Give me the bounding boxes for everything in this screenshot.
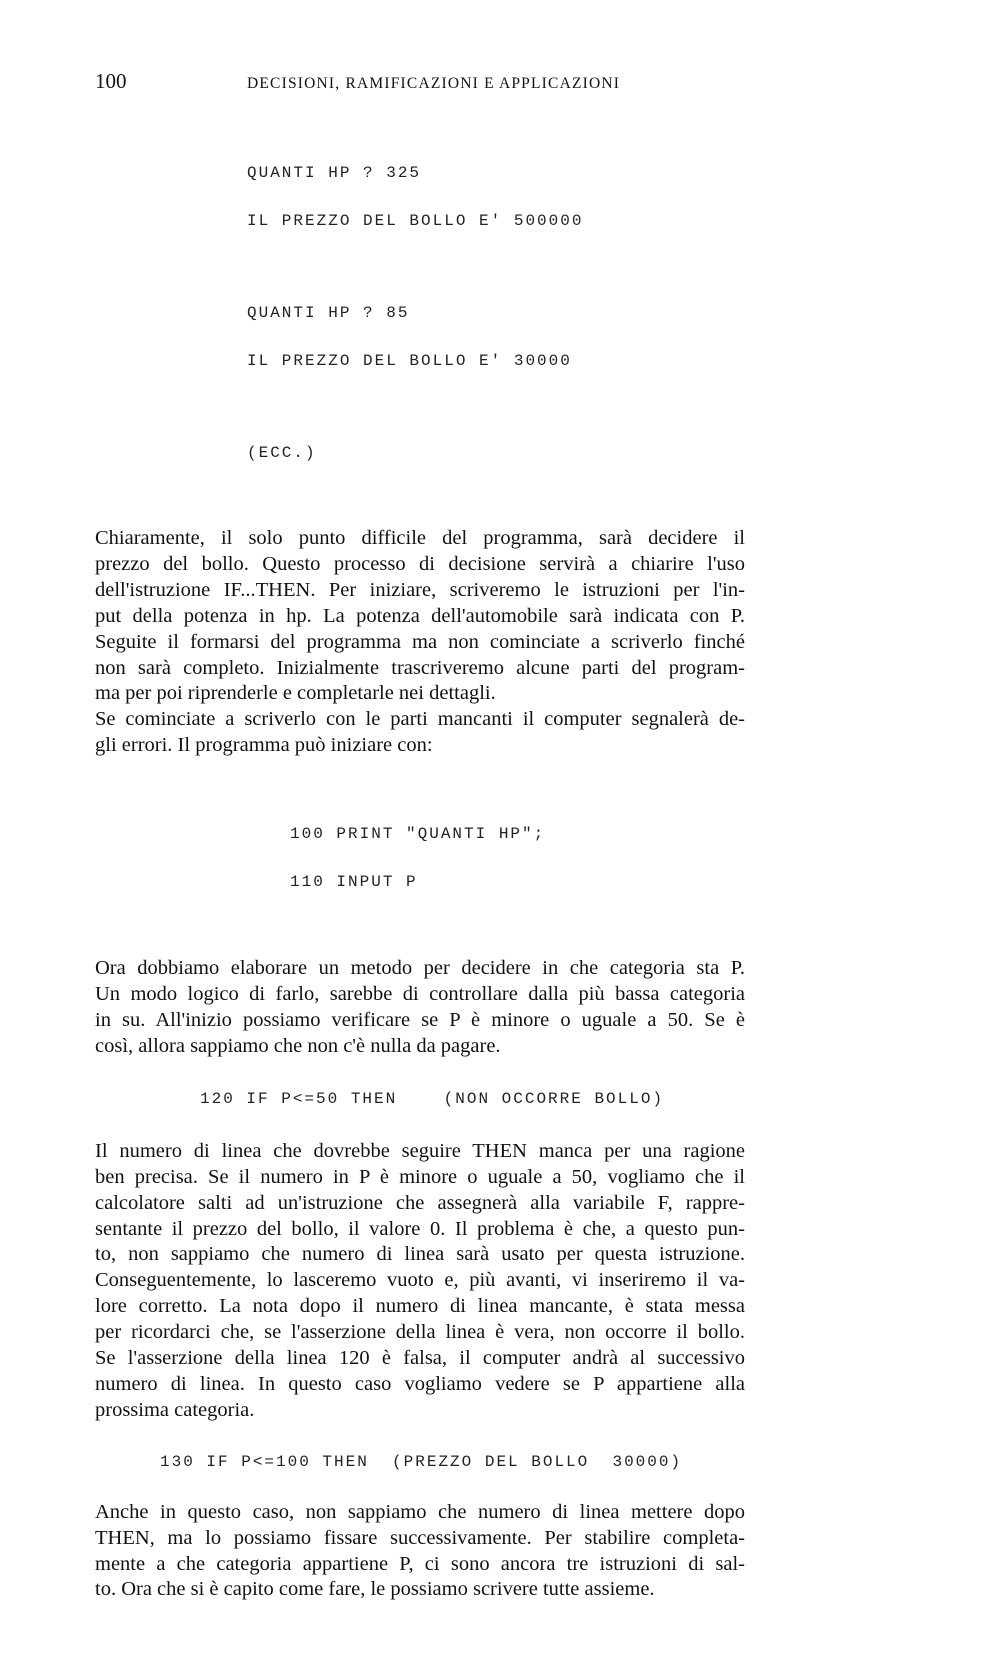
text-line: dell'istruzione IF...THEN. Per iniziare, scriveremo le istruzioni per l'in- [95,578,745,601]
text-line: ma per poi riprenderle e completarle nei dettagli. [95,682,496,705]
code-line: 100 PRINT "QUANTI HP"; [290,825,546,844]
text-line: non sarà completo. Inizialmente trascriveremo alcune parti del program- [95,656,745,679]
paragraph-4 [95,1139,745,1424]
text-line: Un modo logico di farlo, sarebbe di controllare dalla più bassa categoria [95,983,745,1006]
text-line: calcolatore salti ad un'istruzione che assegnerà alla variabile F, rappre- [95,1191,745,1214]
code-line: QUANTI HP ? 85 [247,304,410,322]
paragraph-5 [95,1500,745,1604]
text-line: Conseguentemente, lo lasceremo vuoto e, più avanti, vi inseriremo il va- [95,1269,745,1292]
text-line: ben precisa. Se il numero in P è minore o uguale a 50, vogliamo che il [95,1165,745,1188]
text-line: Se l'asserzione della linea 120 è falsa, il computer andrà al successivo [95,1347,745,1370]
text-line: mente a che categoria appartiene P, ci sono ancora tre istruzioni di sal- [95,1552,745,1575]
text-line: to. Ora che si è capito come fare, le possiamo scrivere tutte assieme. [95,1578,655,1601]
text-line: in su. All'inizio possiamo verificare se P è minore o uguale a 50. Se è [95,1008,745,1031]
code-line: IL PREZZO DEL BOLLO E' 30000 [247,352,572,370]
text-line: to, non sappiamo che numero di linea sarà usato per questa istruzione. [95,1243,745,1266]
code-line: (ECC.) [247,444,317,462]
code-line-130: 130 IF P<=100 THEN (PREZZO DEL BOLLO 30000) [160,1452,683,1471]
text-line: put della potenza in hp. La potenza dell'automobile sarà indicata con P. [95,604,745,627]
code-program-block [290,794,745,922]
text-line: gli errori. Il programma può iniziare con: [95,734,433,757]
paragraph-2 [95,707,745,759]
text-line: numero di linea. In questo caso vogliamo vedere se P appartiene alla [95,1372,745,1395]
code-line: IL PREZZO DEL BOLLO E' 500000 [247,212,584,230]
text-line: THEN, ma lo possiamo fissare successivamente. Per stabilire completa- [95,1526,745,1549]
text-line: Se cominciate a scriverlo con le parti mancanti il computer segnalerà de- [95,708,745,731]
text-line: prossima categoria. [95,1398,255,1421]
text-line: per ricordarci che, se l'asserzione della linea è vera, non occorre il bollo. [95,1321,745,1344]
code-line: 110 INPUT P [290,873,418,892]
text-line: Ora dobbiamo elaborare un metodo per decidere in che categoria sta P. [95,957,745,980]
text-line: Il numero di linea che dovrebbe seguire THEN manca per una ragione [95,1139,745,1162]
running-title: DECISIONI, RAMIFICAZIONI E APPLICAZIONI [247,75,621,92]
text-line: Seguite il formarsi del programma ma non cominciate a scriverlo finché [95,630,745,653]
code-line: QUANTI HP ? 325 [247,164,422,182]
text-line: prezzo del bollo. Questo processo di decisione servirà a chiarire l'uso [95,552,745,575]
page-header [95,68,745,94]
text-line: Chiaramente, il solo punto difficile del programma, sarà decidere il [95,527,745,549]
text-line: Anche in questo caso, non sappiamo che numero di linea mettere dopo [95,1500,745,1523]
text-line: sentante il prezzo del bollo, il valore 0. Il problema è che, a questo pun- [95,1217,745,1240]
code-output-block [247,133,745,493]
text-line: lore corretto. La nota dopo il numero di linea mancante, è stata messa [95,1295,745,1318]
page-number: 100 [95,69,127,93]
text-line: così, allora sappiamo che non c'è nulla da pagare. [95,1034,501,1057]
code-line-120: 120 IF P<=50 THEN (NON OCCORRE BOLLO) [200,1089,665,1108]
paragraph-3 [95,956,745,1060]
paragraph-1 [95,526,745,707]
